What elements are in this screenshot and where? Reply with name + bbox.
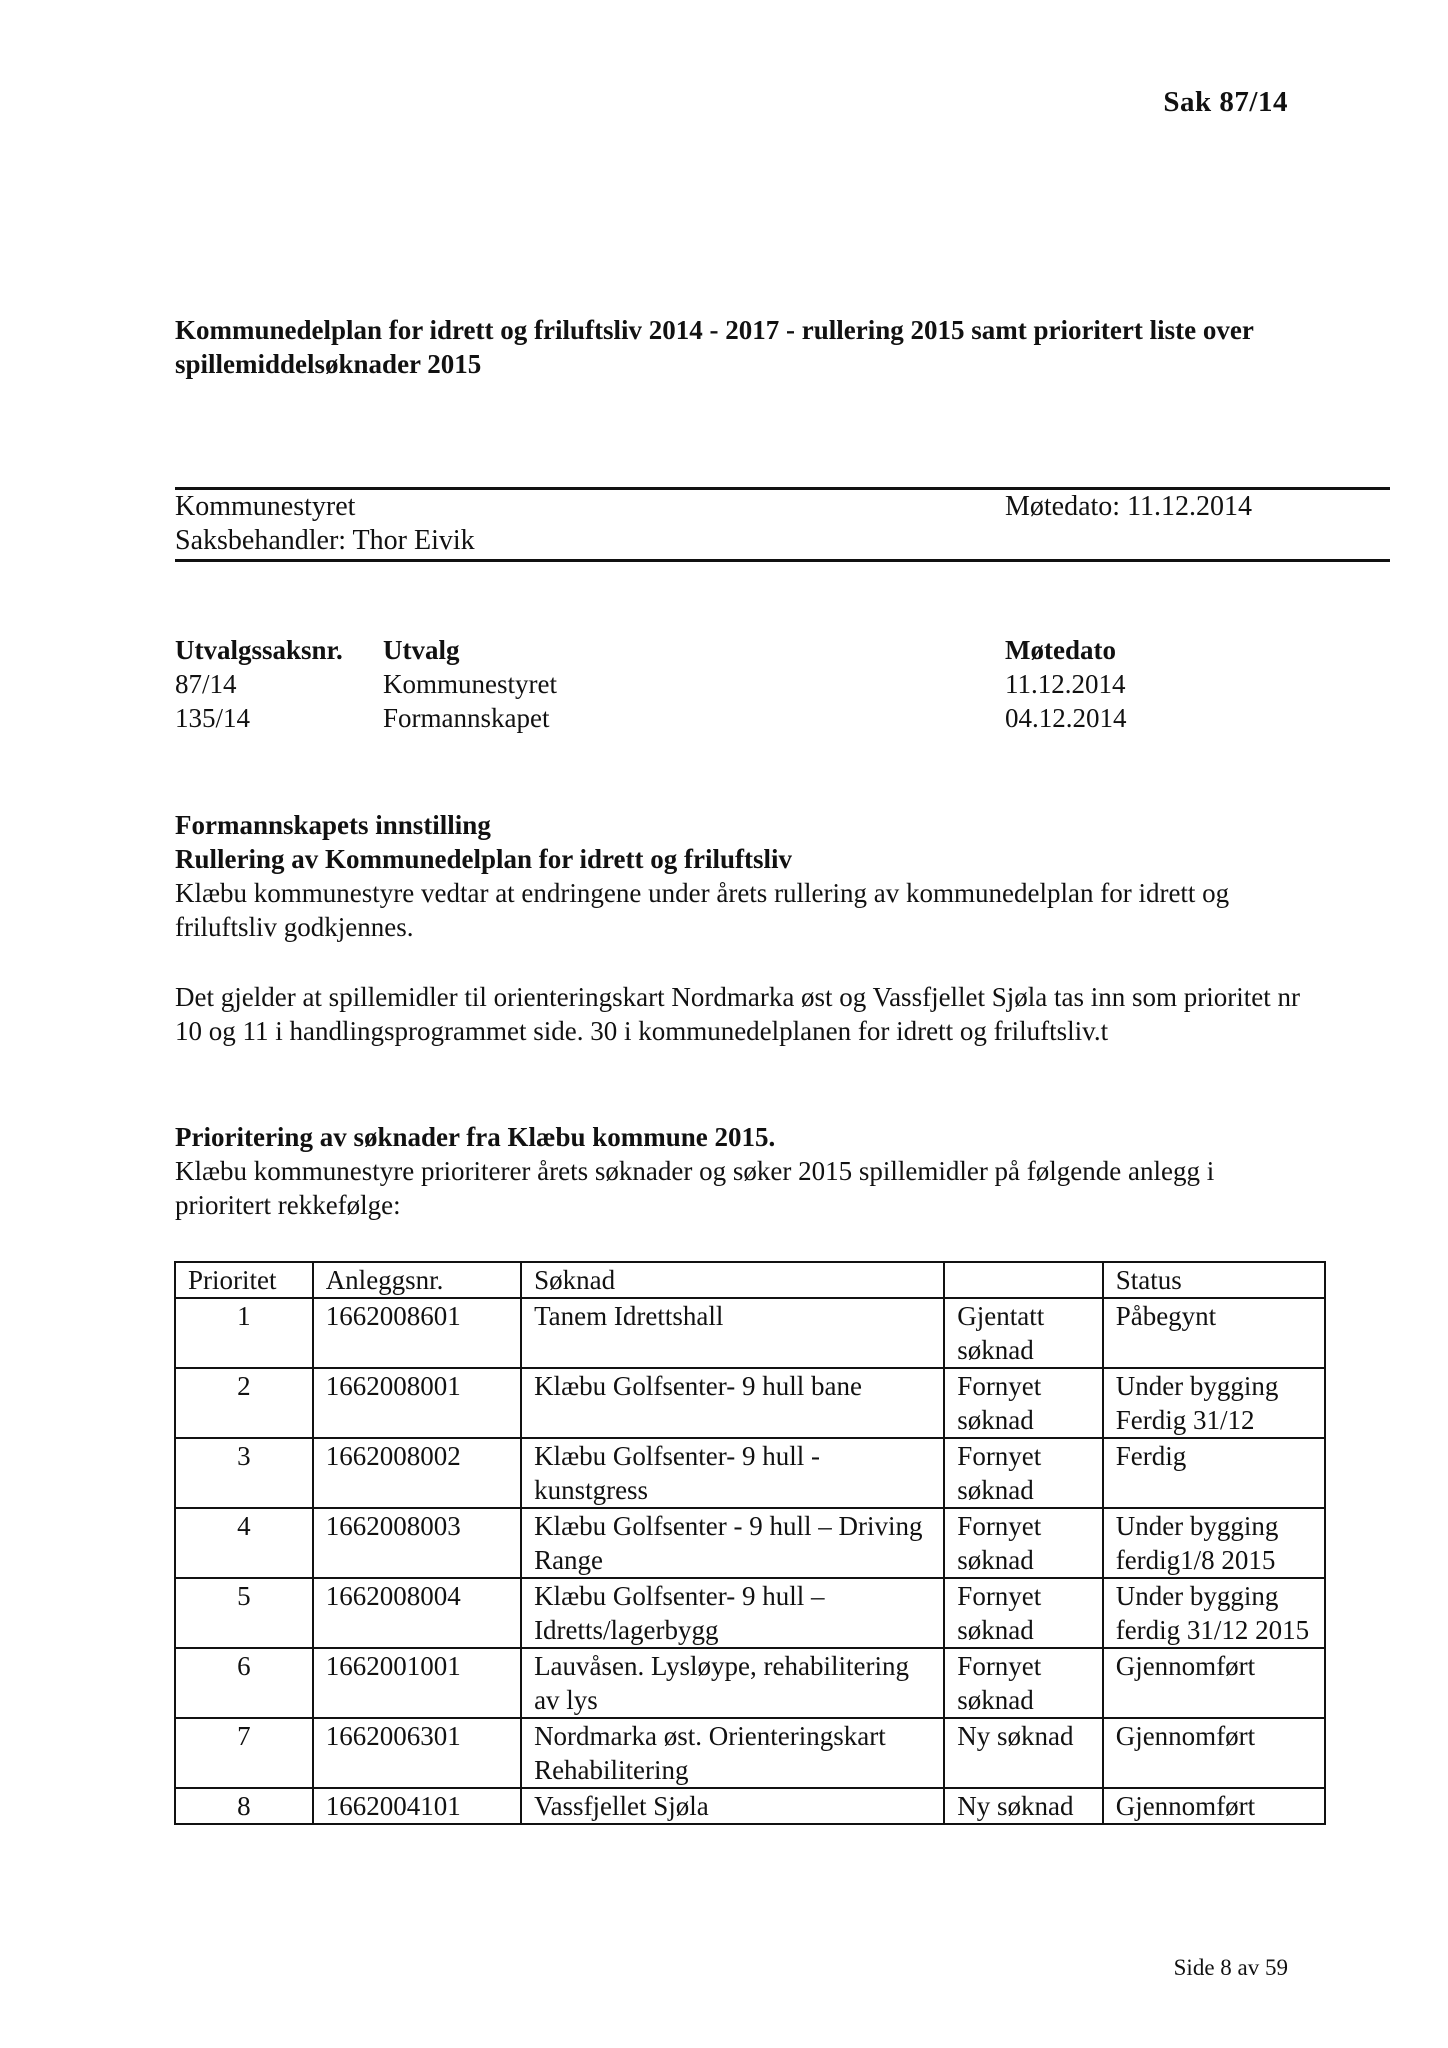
column-header-facility-number: Anleggsnr. bbox=[313, 1262, 521, 1298]
committee-row-body: Kommunestyret bbox=[383, 669, 557, 699]
priority-cell: 5 bbox=[175, 1578, 313, 1648]
table-row bbox=[175, 1718, 1325, 1788]
application-cell: Klæbu Golfsenter- 9 hull bane bbox=[521, 1368, 944, 1438]
priority-table bbox=[174, 1261, 1326, 1825]
application-type-cell: Fornyet søknad bbox=[944, 1578, 1102, 1648]
committee-row-date: 11.12.2014 bbox=[1005, 669, 1126, 699]
header-rule-bottom bbox=[175, 559, 1390, 562]
column-header-priority: Prioritet bbox=[175, 1262, 313, 1298]
committee-header-body: Utvalg bbox=[383, 635, 460, 665]
recommendation-paragraph-2: Det gjelder at spillemidler til orienteringskart Nordmarka øst og Vassfjellet Sjøla tas inn som prioritet nr 10 og 11 i handlingsprogrammet side. 30 i kommunedelplanen for idrett og friluftsliv.t bbox=[175, 982, 1301, 1046]
prioritization-heading: Prioritering av søknader fra Klæbu kommune 2015. bbox=[175, 1122, 776, 1152]
priority-cell: 3 bbox=[175, 1438, 313, 1508]
recommendation-heading: Formannskapets innstilling bbox=[175, 810, 491, 840]
facility-number-cell: 1662008002 bbox=[313, 1438, 521, 1508]
priority-cell: 2 bbox=[175, 1368, 313, 1438]
meeting-body: Kommunestyret bbox=[175, 491, 356, 522]
recommendation-subheading: Rullering av Kommunedelplan for idrett og friluftsliv bbox=[175, 844, 792, 874]
application-type-cell: Fornyet søknad bbox=[944, 1438, 1102, 1508]
table-row bbox=[175, 1438, 1325, 1508]
application-cell: Klæbu Golfsenter- 9 hull - kunstgress bbox=[521, 1438, 944, 1508]
committee-row-body: Formannskapet bbox=[383, 703, 550, 733]
document-title: Kommunedelplan for idrett og friluftsliv 2014 - 2017 - rullering 2015 samt prioritert liste over spillemiddelsøknader 2015 bbox=[175, 315, 1254, 379]
facility-number-cell: 1662006301 bbox=[313, 1718, 521, 1788]
committee-row-casenr: 87/14 bbox=[175, 669, 237, 699]
committee-header-casenr: Utvalgssaksnr. bbox=[175, 635, 343, 665]
page-number: Side 8 av 59 bbox=[1173, 1955, 1288, 1980]
facility-number-cell: 1662004101 bbox=[313, 1788, 521, 1824]
application-cell: Klæbu Golfsenter- 9 hull – Idretts/lagerbygg bbox=[521, 1578, 944, 1648]
recommendation-paragraph-1: Klæbu kommunestyre vedtar at endringene under årets rullering av kommunedelplan for idrett og friluftsliv godkjennes. bbox=[175, 878, 1230, 942]
priority-cell: 4 bbox=[175, 1508, 313, 1578]
committee-row-date: 04.12.2014 bbox=[1005, 703, 1127, 733]
status-cell: Gjennomført bbox=[1103, 1718, 1325, 1788]
status-cell: Under bygging ferdig1/8 2015 bbox=[1103, 1508, 1325, 1578]
application-cell: Nordmarka øst. Orienteringskart Rehabilitering bbox=[521, 1718, 944, 1788]
application-cell: Vassfjellet Sjøla bbox=[521, 1788, 944, 1824]
status-cell: Gjennomført bbox=[1103, 1648, 1325, 1718]
table-row bbox=[175, 1368, 1325, 1438]
application-type-cell: Fornyet søknad bbox=[944, 1368, 1102, 1438]
application-type-cell: Fornyet søknad bbox=[944, 1508, 1102, 1578]
priority-cell: 1 bbox=[175, 1298, 313, 1368]
facility-number-cell: 1662008004 bbox=[313, 1578, 521, 1648]
facility-number-cell: 1662008003 bbox=[313, 1508, 521, 1578]
status-cell: Under bygging ferdig 31/12 2015 bbox=[1103, 1578, 1325, 1648]
facility-number-cell: 1662008601 bbox=[313, 1298, 521, 1368]
priority-cell: 6 bbox=[175, 1648, 313, 1718]
application-cell: Lauvåsen. Lysløype, rehabilitering av lys bbox=[521, 1648, 944, 1718]
table-row bbox=[175, 1508, 1325, 1578]
status-cell: Under bygging Ferdig 31/12 bbox=[1103, 1368, 1325, 1438]
column-header-type bbox=[944, 1262, 1102, 1298]
status-cell: Ferdig bbox=[1103, 1438, 1325, 1508]
status-cell: Gjennomført bbox=[1103, 1788, 1325, 1824]
application-cell: Tanem Idrettshall bbox=[521, 1298, 944, 1368]
application-type-cell: Ny søknad bbox=[944, 1788, 1102, 1824]
table-row bbox=[175, 1788, 1325, 1824]
committee-header-date: Møtedato bbox=[1005, 635, 1116, 665]
status-cell: Påbegynt bbox=[1103, 1298, 1325, 1368]
application-type-cell: Gjentatt søknad bbox=[944, 1298, 1102, 1368]
table-row bbox=[175, 1298, 1325, 1368]
application-type-cell: Ny søknad bbox=[944, 1718, 1102, 1788]
meeting-date: Møtedato: 11.12.2014 bbox=[1005, 491, 1253, 522]
prioritization-intro: Klæbu kommunestyre prioriterer årets søknader og søker 2015 spillemidler på følgende anlegg i prioritert rekkefølge: bbox=[175, 1156, 1215, 1220]
case-number: Sak 87/14 bbox=[1163, 86, 1288, 118]
application-cell: Klæbu Golfsenter - 9 hull – Driving Range bbox=[521, 1508, 944, 1578]
column-header-status: Status bbox=[1103, 1262, 1325, 1298]
column-header-application: Søknad bbox=[521, 1262, 944, 1298]
application-type-cell: Fornyet søknad bbox=[944, 1648, 1102, 1718]
priority-cell: 8 bbox=[175, 1788, 313, 1824]
priority-cell: 7 bbox=[175, 1718, 313, 1788]
facility-number-cell: 1662008001 bbox=[313, 1368, 521, 1438]
table-header-row bbox=[175, 1262, 1325, 1298]
table-row bbox=[175, 1648, 1325, 1718]
committee-row-casenr: 135/14 bbox=[175, 703, 251, 733]
table-row bbox=[175, 1578, 1325, 1648]
facility-number-cell: 1662001001 bbox=[313, 1648, 521, 1718]
case-officer: Saksbehandler: Thor Eivik bbox=[175, 525, 475, 556]
